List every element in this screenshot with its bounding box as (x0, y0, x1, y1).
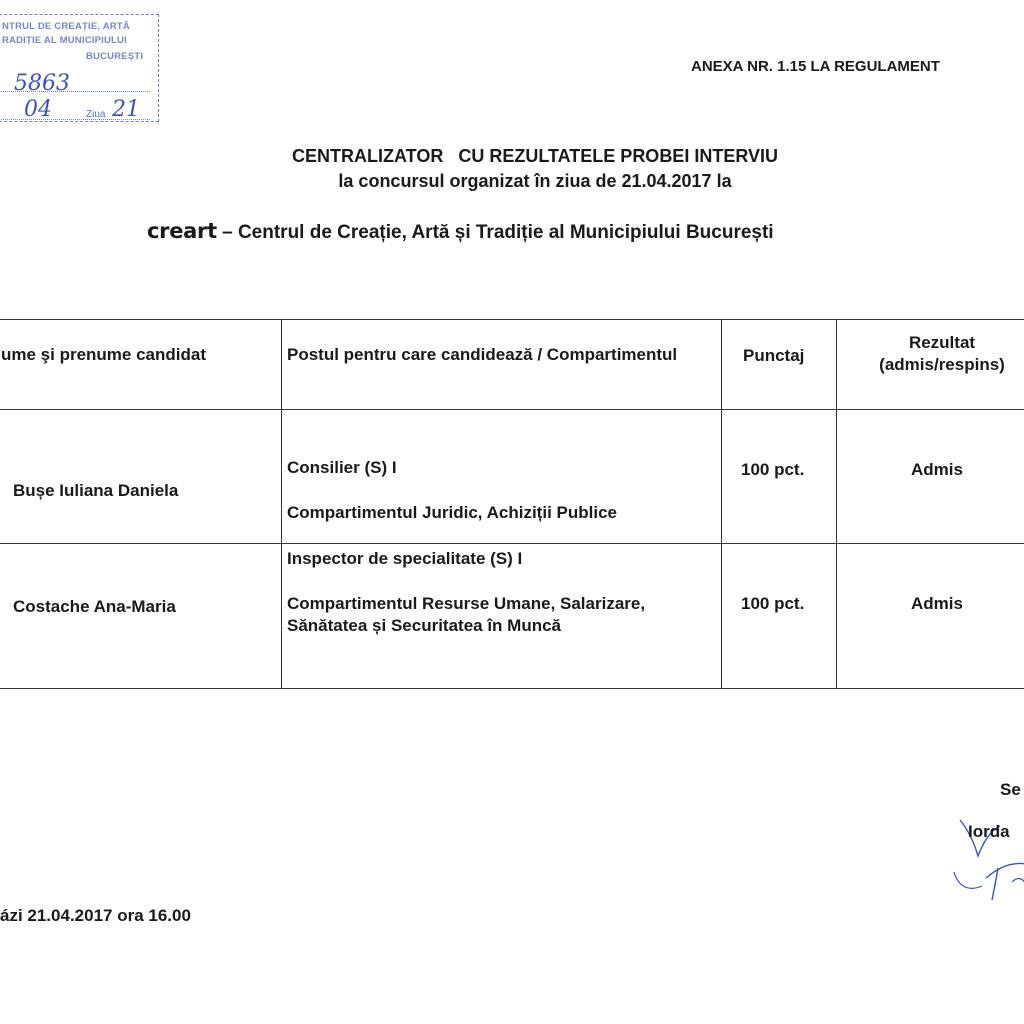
header-position: Postul pentru care candidează / Compartimentul (287, 345, 678, 364)
column-divider (281, 320, 282, 688)
stamp-institution-line-2: RADIȚIE AL MUNICIPIULUI (2, 35, 127, 46)
table-row-1-candidate: Bușe Iuliana Daniela (13, 481, 179, 500)
header-divider (0, 409, 1024, 410)
header-candidate-name: ume şi prenume candidat (1, 345, 206, 364)
posting-date: ázi 21.04.2017 ora 16.00 (0, 906, 191, 925)
annex-reference: ANEXA NR. 1.15 LA REGULAMENT (691, 58, 940, 75)
stamp-registration-number: 5863 (14, 71, 70, 96)
column-divider (721, 320, 722, 688)
table-row-2-position: Inspector de specialitate (S) I (287, 549, 523, 568)
table-row-2-result: Admis (911, 594, 963, 613)
column-divider (836, 320, 837, 688)
stamp-institution-line-1: NTRUL DE CREAȚIE, ARTĂ (2, 21, 130, 32)
stamp-city: BUCUREȘTI (86, 51, 144, 62)
stamp-day: 21 (112, 97, 140, 122)
document-title: CENTRALIZATOR CU REZULTATELE PROBEI INTERVIU (292, 146, 778, 166)
header-result: Rezultat (admis/respins) (879, 333, 1005, 374)
registration-stamp (0, 14, 159, 122)
stamp-day-label: Ziua (86, 109, 106, 120)
table-row-1-position: Consilier (S) I (287, 458, 397, 477)
table-row-2-candidate: Costache Ana-Maria (13, 597, 176, 616)
signatory-name: Iorda (968, 822, 1010, 841)
table-row-1-result: Admis (911, 460, 963, 479)
table-row-1-score: 100 pct. (741, 460, 805, 479)
row-divider (0, 543, 1024, 544)
header-score: Punctaj (743, 346, 805, 365)
institution-name: – Centrul de Creație, Artă și Tradiție al Municipiului București (216, 222, 774, 243)
creart-logo: creart (147, 219, 217, 243)
table-row-2-department: Compartimentul Resurse Umane, Salarizare, Sănătatea și Securitatea în Muncă (287, 594, 646, 635)
stamp-month: 04 (24, 97, 52, 122)
table-row-1-department: Compartimentul Juridic, Achiziții Publice (287, 503, 617, 522)
signatory-role: Se (1000, 780, 1021, 799)
results-table (0, 319, 1024, 689)
document-subtitle: la concursul organizat în ziua de 21.04.2017 la (338, 171, 732, 191)
table-row-2-score: 100 pct. (741, 594, 805, 613)
institution-line (147, 219, 774, 244)
